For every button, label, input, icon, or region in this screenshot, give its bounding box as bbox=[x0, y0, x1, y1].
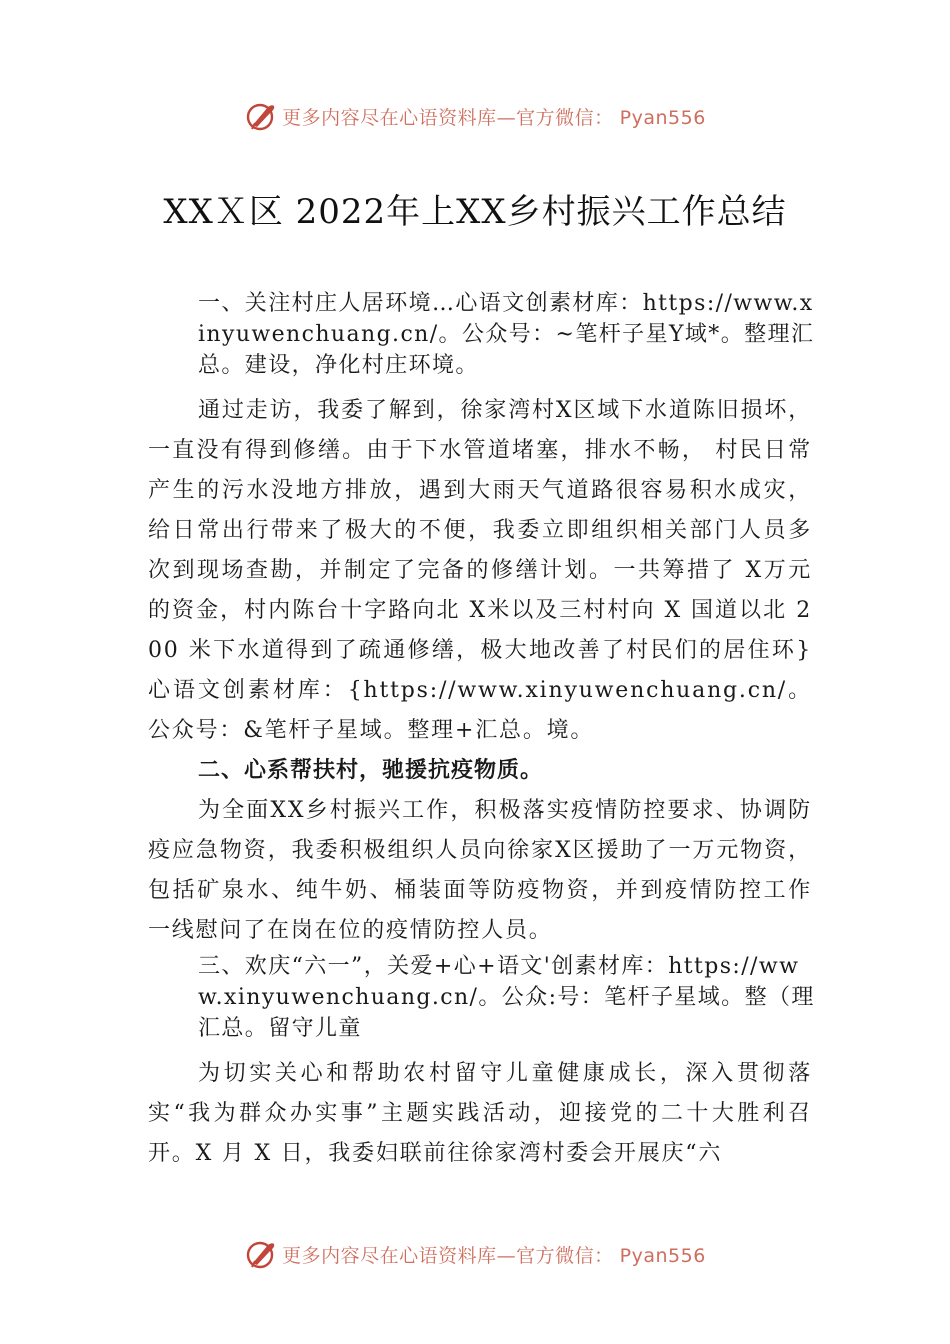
section-1-heading: 一、关注村庄人居环境…心语文创素材库：https://www.xinyuwenchuang.cn/。公众号：~笔杆子星Y域*。整理汇总。建设，净化村庄环境。 bbox=[198, 291, 815, 378]
page-title: XXＸ区 2022年上XX乡村振兴工作总结 bbox=[163, 192, 787, 232]
section-2-paragraph: 为全面XX乡村振兴工作，积极落实疫情防控要求、协调防疫应急物资，我委积极组织人员向徐家X区援助了一万元物资，包括矿泉水、纯牛奶、桶装面等防疫物资，并到疫情防控工作一线慰问了在岗在位的疫情防控人员。 bbox=[148, 798, 812, 943]
document-body bbox=[148, 288, 815, 1174]
section-2-heading: 二、心系帮扶村，驰援抗疫物质。 bbox=[198, 758, 544, 783]
quill-seal-icon bbox=[244, 1237, 278, 1271]
section-1-paragraph: 通过走访，我委了解到，徐家湾村X区域下水道陈旧损坏，一直没有得到修缮。由于下水管道堵塞，排水不畅， 村民日常产生的污水没地方排放，遇到大雨天气道路很容易积水成灾，给日常出行带来了极大的不便，我委立即组织相关部门人员多次到现场查勘，并制定了完备的修缮计划。一共筹措了 X万元的资金，村内陈台十字路向北 X米以及三村村向 X 国道以北 200 米下水道得到了疏通修缮，极大地改善了村民们的居住环}心语文创素材库：{https://www.xinyuwenchuang.cn/。公众号：&笔杆子星域。整理+汇总。境。 bbox=[148, 398, 812, 743]
section-3-paragraph: 为切实关心和帮助农村留守儿童健康成长，深入贯彻落实“我为群众办实事”主题实践活动，迎接党的二十大胜利召开。X 月 X 日，我委妇联前往徐家湾村委会开展庆“六 bbox=[148, 1061, 812, 1166]
watermark-banner-bottom bbox=[0, 1234, 950, 1274]
section-3-heading: 三、欢庆“六一”，关爱+心+语文'创素材库：https://www.xinyuwenchuang.cn/。公众:号：笔杆子星域。整（理汇总。留守儿童 bbox=[198, 954, 815, 1041]
watermark-text: 更多内容尽在心语资料库—官方微信： Pyan556 bbox=[282, 106, 706, 129]
quill-seal-icon bbox=[244, 99, 278, 133]
watermark-text: 更多内容尽在心语资料库—官方微信： Pyan556 bbox=[282, 1244, 706, 1267]
watermark-banner-top bbox=[0, 96, 950, 136]
